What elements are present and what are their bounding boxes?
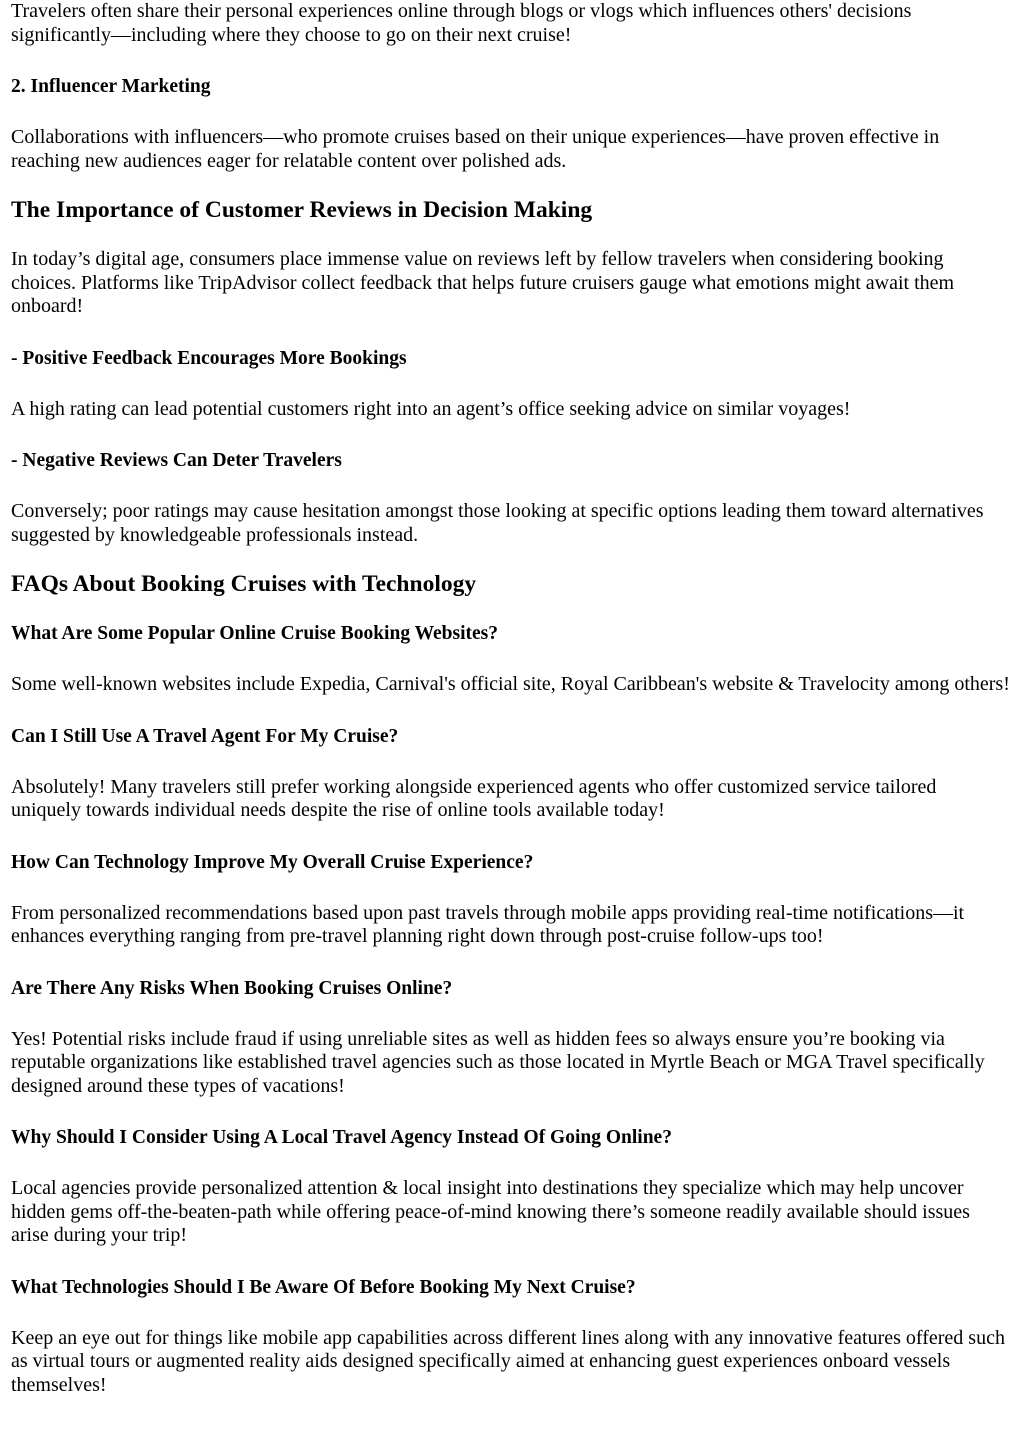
reviews-intro-paragraph: In today’s digital age, consumers place immense value on reviews left by fellow travelers when considering booking choices. Platforms like TripAdvisor collect feedback that helps future cruisers gauge what emotions might await them onboard! xyxy=(11,248,955,317)
faq-item xyxy=(11,1126,1011,1248)
faq-answer: Local agencies provide personalized attention & local insight into destinations they specialize which may help uncover hidden gems off-the-beaten-path while offering peace-of-mind knowing there’s someone readily available should issues arise during your trip! xyxy=(11,1177,970,1246)
negative-reviews-paragraph: Conversely; poor ratings may cause hesitation amongst those looking at specific options leading them toward alternatives suggested by knowledgeable professionals instead. xyxy=(11,500,984,546)
faq-answer: Yes! Potential risks include fraud if using unreliable sites as well as hidden fees so always ensure you’re booking via reputable organizations like established travel agencies such as those located in Myrtle Beach or MGA Travel specifically designed around these types of vacations! xyxy=(11,1027,985,1097)
faq-question: Why Should I Consider Using A Local Travel Agency Instead Of Going Online? xyxy=(11,1127,672,1148)
faq-item xyxy=(11,725,1011,823)
influencer-paragraph: Collaborations with influencers—who promote cruises based on their unique experiences—have proven effective in reaching new audiences eager for relatable content over polished ads. xyxy=(11,126,940,172)
faq-question: What Technologies Should I Be Aware Of Before Booking My Next Cruise? xyxy=(11,1276,636,1298)
faq-question: How Can Technology Improve My Overall Cruise Experience? xyxy=(11,851,534,873)
faq-item xyxy=(11,622,1011,697)
faq-answer: Keep an eye out for things like mobile app capabilities across different lines along with any innovative features offered such as virtual tours or augmented reality aids designed specifically aimed at enhancing guest experiences onboard vessels themselves! xyxy=(11,1326,1005,1396)
faq-list xyxy=(11,622,1011,1397)
faq-item xyxy=(11,851,1011,949)
faq-answer: Some well-known websites include Expedia, Carnival's official site, Royal Caribbean's website & Travelocity among others! xyxy=(11,673,1010,695)
faqs-section-heading: FAQs About Booking Cruises with Technology xyxy=(11,571,477,597)
faq-question: Are There Any Risks When Booking Cruises Online? xyxy=(11,977,453,999)
faq-answer: From personalized recommendations based upon past travels through mobile apps providing real-time notifications—it enhances everything ranging from pre-travel planning right down through post-cruise follow-ups too! xyxy=(11,901,965,947)
faq-item xyxy=(11,977,1011,1099)
positive-feedback-paragraph: A high rating can lead potential customers right into an agent’s office seeking advice on similar voyages! xyxy=(11,397,851,420)
reviews-section-heading: The Importance of Customer Reviews in Decision Making xyxy=(11,197,593,223)
faq-question: What Are Some Popular Online Cruise Booking Websites? xyxy=(11,623,499,644)
intro-paragraph: Travelers often share their personal experiences online through blogs or vlogs which influences others' decisions significantly—including where they choose to go on their next cruise! xyxy=(11,0,912,46)
influencer-heading: 2. Influencer Marketing xyxy=(11,76,211,97)
faq-question: Can I Still Use A Travel Agent For My Cruise? xyxy=(11,725,399,747)
faq-item xyxy=(11,1276,1011,1398)
negative-reviews-heading: - Negative Reviews Can Deter Travelers xyxy=(11,450,342,471)
positive-feedback-heading: - Positive Feedback Encourages More Bookings xyxy=(11,347,407,369)
article-body xyxy=(11,0,1011,1397)
faq-answer: Absolutely! Many travelers still prefer working alongside experienced agents who offer customized service tailored uniquely towards individual needs despite the rise of online tools available today! xyxy=(11,775,937,821)
